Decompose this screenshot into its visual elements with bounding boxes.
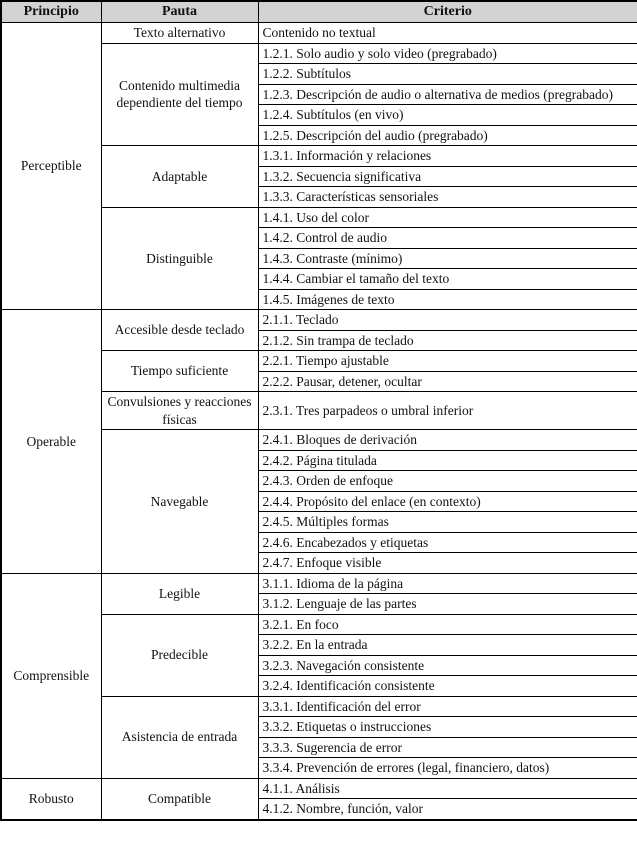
criterion-cell: 2.3.1. Tres parpadeos o umbral inferior bbox=[258, 392, 637, 430]
principle-cell: Operable bbox=[1, 310, 101, 574]
guideline-cell: Accesible desde teclado bbox=[101, 310, 258, 351]
table-row bbox=[1, 573, 637, 594]
header-row bbox=[1, 1, 637, 23]
criterion-cell: 1.4.2. Control de audio bbox=[258, 228, 637, 249]
criterion-cell: 1.4.4. Cambiar el tamaño del texto bbox=[258, 269, 637, 290]
criterion-cell: Contenido no textual bbox=[258, 23, 637, 44]
guideline-cell: Predecible bbox=[101, 614, 258, 696]
criterion-cell: 2.4.5. Múltiples formas bbox=[258, 512, 637, 533]
criterion-cell: 1.2.3. Descripción de audio o alternativa de medios (pregrabado) bbox=[258, 84, 637, 105]
criterion-cell: 3.3.4. Prevención de errores (legal, financiero, datos) bbox=[258, 758, 637, 779]
criterion-cell: 1.4.5. Imágenes de texto bbox=[258, 289, 637, 310]
principle-cell: Comprensible bbox=[1, 573, 101, 778]
column-header-principio: Principio bbox=[1, 1, 101, 23]
criterion-cell: 2.4.7. Enfoque visible bbox=[258, 553, 637, 574]
criterion-cell: 2.2.1. Tiempo ajustable bbox=[258, 351, 637, 372]
criterion-cell: 3.1.2. Lenguaje de las partes bbox=[258, 594, 637, 615]
criterion-cell: 1.2.2. Subtítulos bbox=[258, 64, 637, 85]
criterion-cell: 1.4.3. Contraste (mínimo) bbox=[258, 248, 637, 269]
criterion-cell: 1.3.3. Características sensoriales bbox=[258, 187, 637, 208]
guideline-cell: Asistencia de entrada bbox=[101, 696, 258, 778]
guideline-cell: Convulsiones y reacciones físicas bbox=[101, 392, 258, 430]
table-header bbox=[1, 1, 637, 23]
guideline-cell: Distinguible bbox=[101, 207, 258, 310]
criterion-cell: 2.4.1. Bloques de derivación bbox=[258, 430, 637, 451]
column-header-criterio: Criterio bbox=[258, 1, 637, 23]
criterion-cell: 3.2.1. En foco bbox=[258, 614, 637, 635]
criterion-cell: 2.4.2. Página titulada bbox=[258, 450, 637, 471]
principle-cell: Perceptible bbox=[1, 23, 101, 310]
criterion-cell: 3.2.2. En la entrada bbox=[258, 635, 637, 656]
criterion-cell: 1.2.5. Descripción del audio (pregrabado) bbox=[258, 125, 637, 146]
criterion-cell: 1.2.4. Subtítulos (en vivo) bbox=[258, 105, 637, 126]
guideline-cell: Texto alternativo bbox=[101, 23, 258, 44]
criterion-cell: 4.1.2. Nombre, función, valor bbox=[258, 799, 637, 820]
criterion-cell: 2.4.6. Encabezados y etiquetas bbox=[258, 532, 637, 553]
criterion-cell: 1.4.1. Uso del color bbox=[258, 207, 637, 228]
criterion-cell: 3.2.3. Navegación consistente bbox=[258, 655, 637, 676]
criterion-cell: 1.3.1. Información y relaciones bbox=[258, 146, 637, 167]
criterion-cell: 3.3.1. Identificación del error bbox=[258, 696, 637, 717]
guideline-cell: Adaptable bbox=[101, 146, 258, 208]
guideline-cell: Legible bbox=[101, 573, 258, 614]
criterion-cell: 3.3.3. Sugerencia de error bbox=[258, 737, 637, 758]
criterion-cell: 1.3.2. Secuencia significativa bbox=[258, 166, 637, 187]
criterion-cell: 2.1.1. Teclado bbox=[258, 310, 637, 331]
criterion-cell: 2.4.4. Propósito del enlace (en contexto) bbox=[258, 491, 637, 512]
criterion-cell: 3.1.1. Idioma de la página bbox=[258, 573, 637, 594]
criterion-cell: 2.1.2. Sin trampa de teclado bbox=[258, 330, 637, 351]
criterion-cell: 3.3.2. Etiquetas o instrucciones bbox=[258, 717, 637, 738]
principle-cell: Robusto bbox=[1, 778, 101, 820]
table-row bbox=[1, 310, 637, 331]
guideline-cell: Tiempo suficiente bbox=[101, 351, 258, 392]
guideline-cell: Compatible bbox=[101, 778, 258, 820]
guideline-cell: Navegable bbox=[101, 430, 258, 574]
table-row bbox=[1, 778, 637, 799]
criterion-cell: 2.4.3. Orden de enfoque bbox=[258, 471, 637, 492]
guideline-cell: Contenido multimedia dependiente del tiempo bbox=[101, 43, 258, 146]
criterion-cell: 4.1.1. Análisis bbox=[258, 778, 637, 799]
table-row bbox=[1, 23, 637, 44]
criterion-cell: 2.2.2. Pausar, detener, ocultar bbox=[258, 371, 637, 392]
criterion-cell: 3.2.4. Identificación consistente bbox=[258, 676, 637, 697]
column-header-pauta: Pauta bbox=[101, 1, 258, 23]
table-body bbox=[1, 23, 637, 820]
criterion-cell: 1.2.1. Solo audio y solo video (pregrabado) bbox=[258, 43, 637, 64]
